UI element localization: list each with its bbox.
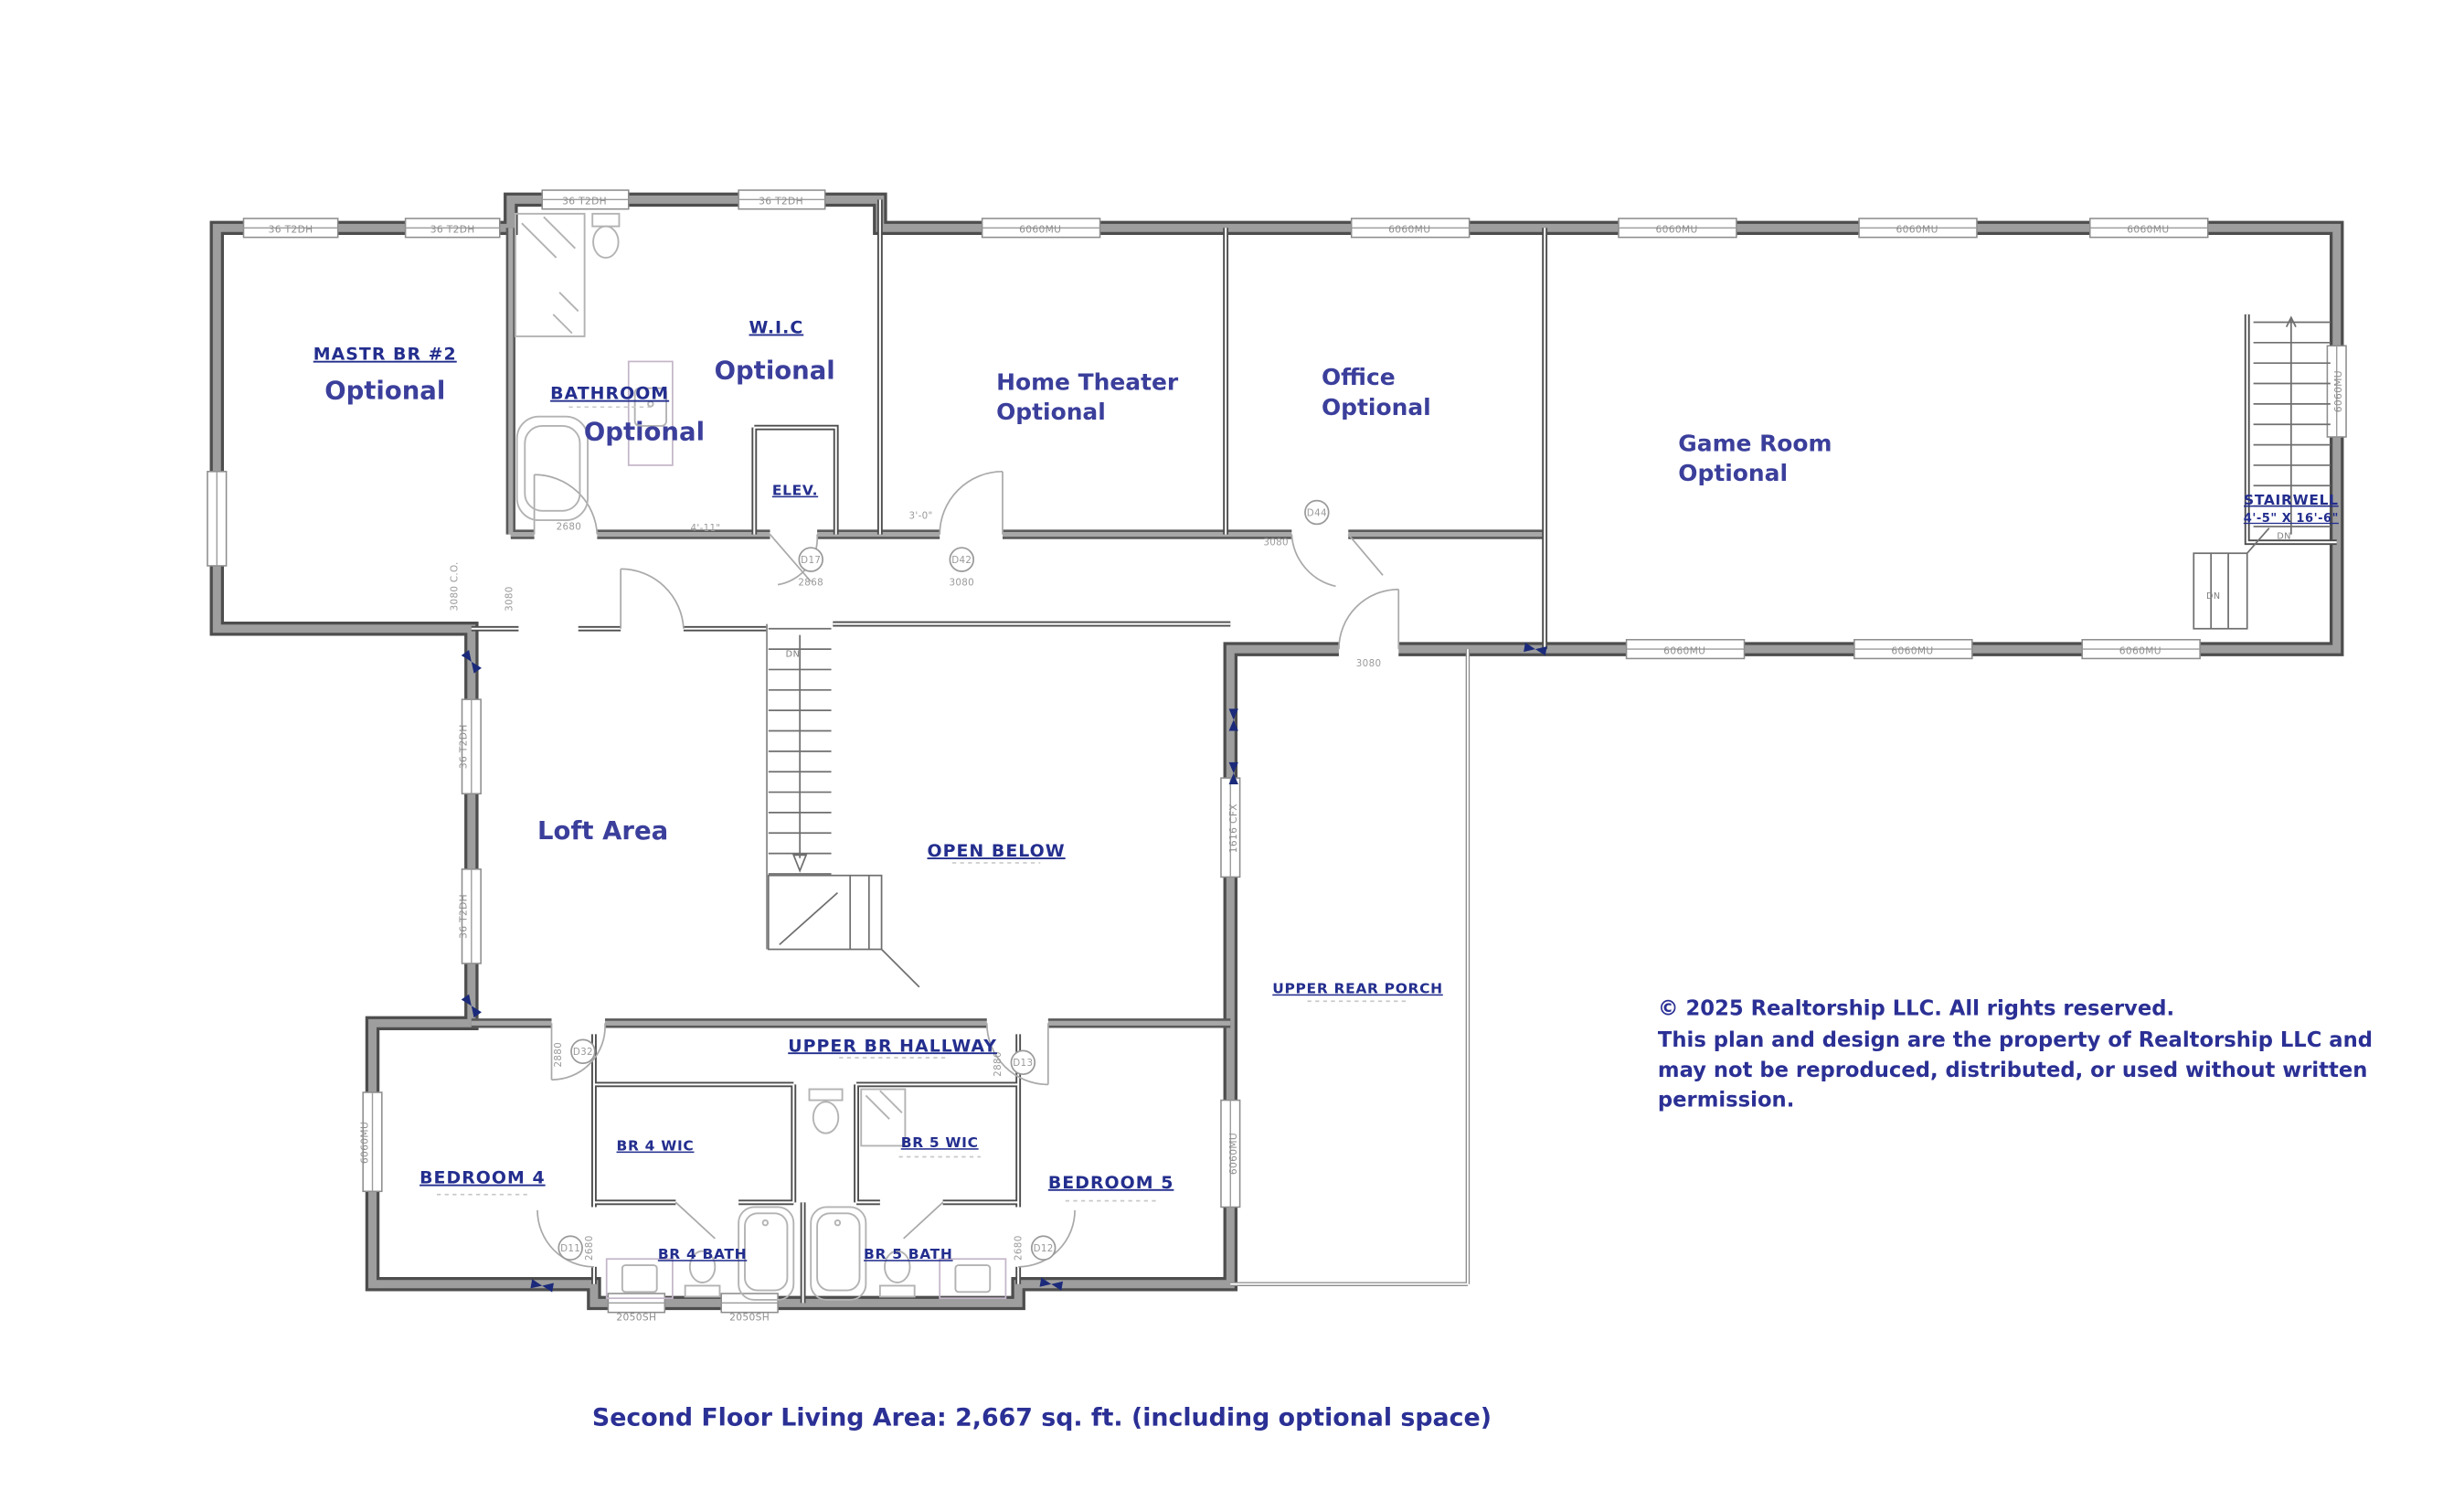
svg-text:DN: DN (2277, 531, 2292, 542)
room-label-bathroom (550, 384, 705, 447)
svg-text:Optional: Optional (1678, 460, 1789, 487)
svg-text:3080: 3080 (1355, 658, 1382, 670)
svg-text:DN: DN (785, 649, 801, 660)
window (358, 1092, 381, 1191)
vanity-sink (607, 1259, 673, 1298)
window (1859, 218, 1977, 238)
svg-text:2680: 2680 (584, 1235, 596, 1261)
room-label-upper-rear-porch (1272, 981, 1443, 997)
room-label-wic (715, 318, 835, 386)
svg-text:36 T2DH: 36 T2DH (562, 195, 608, 208)
exterior-walls (217, 199, 2336, 1303)
window (2090, 218, 2208, 238)
stairs-main (769, 629, 919, 987)
svg-text:BR 4 BATH: BR 4 BATH (657, 1246, 748, 1263)
window (458, 699, 481, 793)
room-label-upper-br-hallway (788, 1036, 997, 1056)
window (721, 1293, 778, 1323)
room-label-br4-bath (658, 1246, 747, 1262)
window (2327, 346, 2346, 437)
svg-text:D13: D13 (1013, 1058, 1034, 1070)
window (2082, 640, 2200, 659)
svg-text:2050SH: 2050SH (616, 1311, 657, 1324)
window (1627, 640, 1745, 659)
svg-text:BEDROOM 5: BEDROOM 5 (1047, 1172, 1174, 1193)
svg-text:3080: 3080 (504, 586, 515, 612)
cased-opening-loft (449, 561, 460, 611)
svg-text:D12: D12 (1033, 1242, 1054, 1254)
toilet (809, 1090, 842, 1134)
svg-text:36 T2DH: 36 T2DH (457, 893, 470, 939)
bathtub (517, 417, 588, 520)
svg-text:6060MU: 6060MU (1663, 644, 1706, 657)
svg-text:1616 CFX: 1616 CFX (1227, 804, 1240, 854)
svg-text:Loft Area: Loft Area (537, 816, 669, 846)
svg-text:2680: 2680 (1013, 1235, 1025, 1261)
svg-text:36 T2DH: 36 T2DH (759, 195, 803, 208)
svg-text:Game Room: Game Room (1678, 430, 1832, 457)
svg-text:Optional: Optional (714, 356, 835, 386)
room-label-office (1322, 364, 1431, 420)
svg-text:D44: D44 (1306, 507, 1327, 519)
svg-text:4'-5" X 16'-6": 4'-5" X 16'-6" (2243, 511, 2339, 526)
svg-text:UPPER BR HALLWAY: UPPER BR HALLWAY (788, 1036, 998, 1057)
svg-text:2050SH: 2050SH (729, 1311, 770, 1324)
porch-rails (1230, 649, 1468, 1284)
svg-text:6060MU: 6060MU (1655, 223, 1698, 236)
svg-text:3080: 3080 (949, 577, 975, 589)
bath-cluster-fixtures (607, 1090, 1006, 1300)
window (1619, 218, 1736, 238)
svg-text:6060MU: 6060MU (2331, 370, 2344, 413)
window (1854, 640, 1972, 659)
svg-text:2880: 2880 (993, 1051, 1004, 1077)
window (542, 190, 629, 209)
svg-text:6060MU: 6060MU (1019, 223, 1062, 236)
svg-text:6060MU: 6060MU (2119, 644, 2161, 657)
svg-text:36 T2DH: 36 T2DH (268, 223, 313, 236)
window (982, 218, 1100, 238)
svg-text:6060MU: 6060MU (2127, 223, 2170, 236)
room-label-game-room (1678, 430, 1832, 486)
page-title: Second Floor Living Area: 2,667 sq. ft. (including optional space) (591, 1403, 1492, 1432)
svg-text:UPPER REAR PORCH: UPPER REAR PORCH (1272, 980, 1443, 997)
svg-text:OPEN BELOW: OPEN BELOW (927, 841, 1066, 862)
copyright-notice (1658, 997, 2373, 1112)
svg-text:6060MU: 6060MU (1891, 644, 1934, 657)
svg-text:Optional: Optional (583, 417, 706, 447)
svg-text:STAIRWELL: STAIRWELL (2244, 491, 2339, 508)
window (1221, 1101, 1240, 1208)
svg-text:D11: D11 (560, 1242, 581, 1254)
svg-text:MASTR BR #2: MASTR BR #2 (313, 344, 457, 365)
svg-text:D42: D42 (951, 554, 972, 566)
svg-text:© 2025 Realtorship LLC. All ri: © 2025 Realtorship LLC. All rights reserved. (1657, 996, 2175, 1021)
svg-text:may not be reproduced, distrib: may not be reproduced, distributed, or used without written (1657, 1058, 2368, 1082)
svg-text:permission.: permission. (1657, 1088, 1795, 1112)
svg-text:3080: 3080 (1263, 537, 1289, 548)
vanity-sink (940, 1259, 1005, 1298)
svg-text:36 T2DH: 36 T2DH (430, 223, 475, 236)
svg-text:2680: 2680 (556, 521, 582, 533)
svg-text:BATHROOM: BATHROOM (550, 383, 670, 404)
blue-anchor-icons (462, 643, 1547, 1293)
bathtub (811, 1207, 866, 1299)
room-label-bedroom-5 (1048, 1173, 1174, 1193)
room-label-br5-wic (901, 1134, 979, 1151)
svg-text:2868: 2868 (798, 577, 824, 589)
svg-text:D32: D32 (572, 1047, 593, 1059)
vanity-sink (629, 361, 673, 464)
window (1352, 218, 1470, 238)
svg-text:6060MU: 6060MU (1388, 223, 1431, 236)
room-label-elevator (772, 483, 818, 499)
room-labels (313, 318, 2339, 1263)
svg-text:DN: DN (2206, 591, 2221, 602)
svg-text:3080 C.O.: 3080 C.O. (449, 561, 461, 612)
svg-text:D17: D17 (801, 554, 822, 566)
svg-text:BR 5 BATH: BR 5 BATH (864, 1246, 953, 1263)
wall-openings (461, 524, 1398, 1267)
window (244, 218, 338, 238)
svg-text:Optional: Optional (996, 399, 1106, 426)
toilet (592, 214, 619, 258)
svg-text:6060MU: 6060MU (1227, 1132, 1240, 1176)
svg-text:BR 5 WIC: BR 5 WIC (900, 1134, 979, 1152)
svg-text:W.I.C: W.I.C (749, 317, 804, 338)
room-label-open-below (927, 841, 1065, 861)
svg-text:Optional: Optional (324, 376, 446, 406)
svg-text:Optional: Optional (1322, 393, 1431, 420)
svg-text:6060MU: 6060MU (1896, 223, 1938, 236)
svg-text:ELEV.: ELEV. (771, 482, 819, 499)
svg-text:BR 4 WIC: BR 4 WIC (616, 1137, 695, 1155)
svg-text:2880: 2880 (552, 1041, 564, 1068)
svg-text:BEDROOM 4: BEDROOM 4 (420, 1167, 546, 1188)
svg-text:36 T2DH: 36 T2DH (457, 724, 470, 770)
svg-text:6060MU: 6060MU (358, 1121, 371, 1165)
svg-text:3'-0": 3'-0" (908, 510, 933, 522)
room-label-bedroom-4 (420, 1168, 546, 1188)
stairwell-top-right (2193, 317, 2331, 628)
window (458, 869, 481, 963)
window (406, 218, 500, 238)
room-label-home-theater (996, 368, 1179, 425)
window (207, 472, 227, 566)
room-label-br5-bath (864, 1246, 952, 1262)
room-label-br4-wic (617, 1138, 695, 1155)
window (1221, 778, 1240, 877)
svg-text:Home Theater: Home Theater (996, 368, 1179, 396)
room-label-loft-area (537, 816, 668, 846)
room-label-master-br-2 (313, 345, 457, 406)
svg-text:Office: Office (1322, 364, 1396, 391)
wic-door-swings (675, 1202, 942, 1239)
svg-text:4'-11": 4'-11" (690, 523, 721, 535)
shower (515, 214, 585, 336)
shower (861, 1090, 905, 1146)
windows (207, 190, 2346, 1323)
window (738, 190, 825, 209)
svg-text:This plan and design are the p: This plan and design are the property of Realtorship LLC and (1657, 1028, 2374, 1053)
